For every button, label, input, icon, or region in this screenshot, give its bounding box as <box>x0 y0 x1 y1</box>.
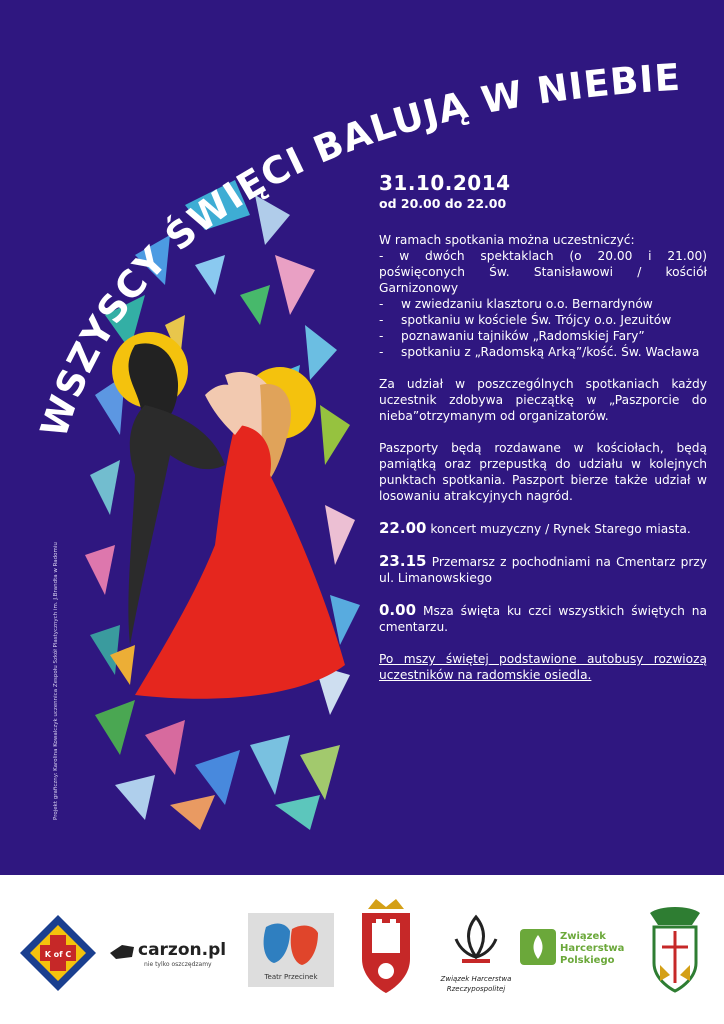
event-time-label: 0.00 <box>379 601 417 619</box>
zhp-logo <box>520 923 630 971</box>
intro-text: W ramach spotkania można uczestniczyć: <box>379 233 635 247</box>
svg-text:carzon.pl: carzon.pl <box>138 940 227 960</box>
event-text: Przemarsz z pochodniami na Cmentarz przy ul. Limanowskiego <box>379 555 707 585</box>
bus-info: Po mszy świętej podstawione autobusy rozwiozą uczestników na radomskie osiedla. <box>379 652 707 682</box>
event-march <box>379 553 707 586</box>
list-item: - w dwóch spektaklach (o 20.00 i 21.00) poświęconych Św. Stanisławowi / kościół Garnizonowy <box>379 249 707 295</box>
graphic-credit <box>48 540 60 820</box>
svg-text:Związek Harcerstwa: Związek Harcerstwa <box>440 975 512 983</box>
passport-stamp-text: Za udział w poszczególnych spotkaniach każdy uczestnik zdobywa pieczątkę w „Paszporcie do nieba”otrzymanym od organizatorów. <box>379 377 707 423</box>
svg-text:Polskiego: Polskiego <box>560 955 615 966</box>
event-mass <box>379 602 707 635</box>
sponsor-logos <box>0 875 724 1024</box>
svg-text:Rzeczypospolitej: Rzeczypospolitej <box>446 985 506 993</box>
event-text: koncert muzyczny / Rynek Starego miasta. <box>430 522 691 536</box>
list-item: - poznawaniu tajników „Radomskiej Fary” <box>379 328 707 344</box>
list-item: - spotkaniu z „Radomską Arką”/kość. Św. Wacława <box>379 344 707 360</box>
graphic-credit-text: Projekt graficzny: Karolina Kowalczyk uczennica Zespołu Szkół Plastycznych im. J.Brandta w Radomiu <box>53 542 59 820</box>
event-time: od 20.00 do 22.00 <box>379 196 507 211</box>
theatre-masks-logo <box>248 913 334 987</box>
svg-text:Harcerstwa: Harcerstwa <box>560 943 625 954</box>
svg-text:K of C: K of C <box>44 950 72 959</box>
event-time-label: 22.00 <box>379 519 427 537</box>
list-item: - w zwiedzaniu klasztoru o.o. Bernardynów <box>379 296 707 312</box>
radom-coat-of-arms <box>358 897 414 997</box>
list-item: - spotkaniu w kościele Św. Trójcy o.o. Jezuitów <box>379 312 707 328</box>
carzon-logo <box>108 933 230 973</box>
knights-of-columbus-logo <box>18 913 98 993</box>
event-description <box>379 170 707 683</box>
svg-text:nie tylko oszczędzamy: nie tylko oszczędzamy <box>144 961 212 968</box>
bishop-coat-of-arms <box>640 905 710 997</box>
svg-text:Związek: Związek <box>560 931 606 942</box>
event-text: Msza święta ku czci wszystkich świętych na cmentarzu. <box>379 604 707 634</box>
poster-title-text: WSZYSCY ŚWIĘCI BALUJĄ W NIEBIE <box>35 55 683 443</box>
activity-list <box>379 248 707 360</box>
event-date: 31.10.2014 <box>379 171 511 195</box>
event-concert <box>379 520 707 537</box>
svg-text:Teatr Przecinek: Teatr Przecinek <box>264 973 318 981</box>
zhr-logo <box>436 913 516 997</box>
event-time-label: 23.15 <box>379 552 427 570</box>
passport-info-text: Paszporty będą rozdawane w kościołach, będą pamiątką oraz przepustką do udziału w kolejnych punktach spotkania. Paszport bierze także udział w losowaniu atrakcyjnych nagród. <box>379 441 707 503</box>
